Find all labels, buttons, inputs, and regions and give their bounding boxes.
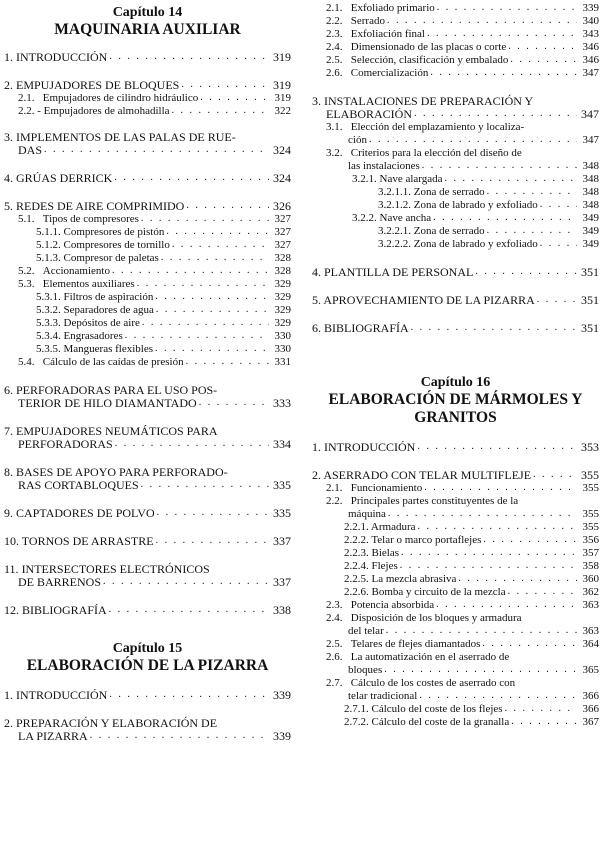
toc-entry[interactable]: 5.4. Cálculo de las caídas de presión . . . 331 — [4, 356, 291, 368]
toc-entry[interactable]: 2. EMPUJADORES DE BLOQUES . . . 319 — [4, 79, 291, 91]
toc-entry[interactable]: 2.4. Dimensionado de las placas o corte . . . 346 — [312, 41, 599, 53]
chapter-title: ELABORACIÓN DE LA PIZARRA — [26, 657, 269, 674]
toc-entry[interactable]: 2.2. Serrado . . . 340 — [312, 15, 599, 27]
toc-entry[interactable]: 4. PLANTILLA DE PERSONAL . . . 351 — [312, 266, 599, 278]
toc-entry[interactable]: 5.3.4. Engrasadores . . . 330 — [4, 330, 291, 342]
toc-entry[interactable]: 7. EMPUJADORES NEUMÁTICOS PARA PERFORADORAS . . . 334 — [4, 425, 291, 450]
toc-entry[interactable]: 5. REDES DE AIRE COMPRIMIDO . . . 326 — [4, 200, 291, 212]
toc-entry[interactable]: 2.5. Selección, clasificación y embalado . . . 346 — [312, 54, 599, 66]
chapter-15-heading — [4, 640, 291, 675]
toc-entry[interactable]: 5.3.1. Filtros de aspiración . . . 329 — [4, 291, 291, 303]
toc-entry[interactable]: 2.2.4. Flejes . . . 358 — [312, 560, 599, 572]
toc-entry[interactable]: 5.1. Tipos de compresores . . . 327 — [4, 213, 291, 225]
toc-entry[interactable]: 3.1. Elección del emplazamiento y localiza- ción . . . 347 — [312, 121, 599, 146]
toc-entry[interactable]: 2.2.2. Telar o marco portaflejes . . . 356 — [312, 534, 599, 546]
toc-entry[interactable]: 2.2.6. Bomba y circuito de la mezcla . . . 362 — [312, 586, 599, 598]
chapter-16-heading — [312, 374, 599, 427]
toc-entry[interactable]: 5.3.3. Depósitos de aire . . . 329 — [4, 317, 291, 329]
toc-entry[interactable]: 5.1.1. Compresores de pistón . . . 327 — [4, 226, 291, 238]
toc-entry[interactable]: 2. PREPARACIÓN Y ELABORACIÓN DE LA PIZARRA . . . 339 — [4, 717, 291, 742]
toc-entry[interactable]: 12. BIBLIOGRAFÍA . . . 338 — [4, 604, 291, 616]
toc-entry[interactable]: 2.2.5. La mezcla abrasiva . . . 360 — [312, 573, 599, 585]
toc-entry[interactable]: 1. INTRODUCCIÓN . . . 353 — [312, 441, 599, 453]
toc-entry[interactable]: 2.3. Exfoliación final . . . 343 — [312, 28, 599, 40]
toc-entry[interactable]: 4. GRÚAS DERRICK . . . 324 — [4, 172, 291, 184]
toc-entry[interactable]: 5.3. Elementos auxiliares . . . 329 — [4, 278, 291, 290]
chapter-title: MAQUINARIA AUXILIAR — [54, 21, 241, 38]
toc-entry[interactable]: 5.1.3. Compresor de paletas . . . 328 — [4, 252, 291, 264]
toc-entry[interactable]: 5.2. Accionamiento . . . 328 — [4, 265, 291, 277]
toc-entry[interactable]: 2.2.3. Bielas . . . 357 — [312, 547, 599, 559]
toc-entry[interactable]: 2.7.1. Cálculo del coste de los flejes . . . 366 — [312, 703, 599, 715]
toc-entry[interactable]: 2.2. - Empujadores de almohadilla . . . 322 — [4, 105, 291, 117]
chapter-title-line1: ELABORACIÓN DE MÁRMOLES Y — [328, 391, 583, 408]
toc-entry[interactable]: 2.4. Disposición de los bloques y armadura del telar . . . 363 — [312, 612, 599, 637]
chapter-number: Capítulo 14 — [112, 5, 183, 20]
toc-entry[interactable]: 5.3.2. Separadores de agua . . . 329 — [4, 304, 291, 316]
toc-entry[interactable]: 2.2. Principales partes constituyentes de la máquina . . . 355 — [312, 495, 599, 520]
toc-entry[interactable]: 2.6. La automatización en el aserrado de bloques . . . 365 — [312, 651, 599, 676]
chapter-title-line2: GRANITOS — [414, 409, 497, 426]
toc-entry[interactable]: 3. INSTALACIONES DE PREPARACIÓN Y ELABORACIÓN . . . 347 — [312, 95, 599, 120]
toc-entry[interactable]: 6. PERFORADORAS PARA EL USO POS- TERIOR DE HILO DIAMANTADO . . . 333 — [4, 384, 291, 409]
toc-entry[interactable]: 2.1. Funcionamiento . . . 355 — [312, 482, 599, 494]
toc-entry[interactable]: 2.7.2. Cálculo del coste de la granalla . . . 367 — [312, 716, 599, 728]
toc-entry[interactable]: 3.2.2. Nave ancha . . . 349 — [312, 212, 599, 224]
toc-entry[interactable]: 2.2.1. Armadura . . . 355 — [312, 521, 599, 533]
toc-entry[interactable]: 3.2. Criterios para la elección del diseño de las instalaciones . . . 348 — [312, 147, 599, 172]
toc-entry[interactable]: 2.5. Telares de flejes diamantados . . . 364 — [312, 638, 599, 650]
toc-entry[interactable]: 3. IMPLEMENTOS DE LAS PALAS DE RUE- DAS . . . 324 — [4, 131, 291, 156]
toc-entry[interactable]: 2.7. Cálculo de los costes de aserrado con telar tradicional . . . 366 — [312, 677, 599, 702]
chapter-number: Capítulo 15 — [112, 641, 183, 656]
toc-entry[interactable]: 5. APROVECHAMIENTO DE LA PIZARRA . . . 351 — [312, 294, 599, 306]
toc-entry[interactable]: 2.1. Exfoliado primario . . . 339 — [312, 2, 599, 14]
toc-entry[interactable]: 3.2.1. Nave alargada . . . 348 — [312, 173, 599, 185]
toc-entry[interactable]: 2.3. Potencia absorbida . . . 363 — [312, 599, 599, 611]
toc-entry[interactable]: 3.2.2.1. Zona de serrado . . . 349 — [312, 225, 599, 237]
toc-entry[interactable]: 3.2.1.2. Zona de labrado y exfoliado . . . 348 — [312, 199, 599, 211]
toc-entry[interactable]: 11. INTERSECTORES ELECTRÓNICOS DE BARRENOS . . . 337 — [4, 563, 291, 588]
toc-entry[interactable]: 3.2.1.1. Zona de serrado . . . 348 — [312, 186, 599, 198]
toc-entry[interactable]: 8. BASES DE APOYO PARA PERFORADO- RAS CORTABLOQUES . . . 335 — [4, 466, 291, 491]
toc-entry[interactable]: 2.1. Empujadores de cilindro hidráulico . . . 319 — [4, 92, 291, 104]
chapter-number: Capítulo 16 — [420, 375, 491, 390]
chapter-14-heading — [4, 4, 291, 39]
toc-entry[interactable]: 1. INTRODUCCIÓN . . . 319 — [4, 51, 291, 63]
toc-entry[interactable]: 6. BIBLIOGRAFÍA . . . 351 — [312, 322, 599, 334]
toc-entry[interactable]: 2.6. Comercialización . . . 347 — [312, 67, 599, 79]
toc-column-left — [4, 0, 291, 742]
toc-entry[interactable]: 5.1.2. Compresores de tornillo . . . 327 — [4, 239, 291, 251]
toc-entry[interactable]: 1. INTRODUCCIÓN . . . 339 — [4, 689, 291, 701]
toc-entry[interactable]: 10. TORNOS DE ARRASTRE . . . 337 — [4, 535, 291, 547]
toc-entry[interactable]: 9. CAPTADORES DE POLVO . . . 335 — [4, 507, 291, 519]
toc-entry[interactable]: 5.3.5. Mangueras flexibles . . . 330 — [4, 343, 291, 355]
toc-entry[interactable]: 2. ASERRADO CON TELAR MULTIFLEJE . . . 355 — [312, 469, 599, 481]
toc-entry[interactable]: 3.2.2.2. Zona de labrado y exfoliado . . . 349 — [312, 238, 599, 250]
toc-column-right — [312, 0, 599, 728]
